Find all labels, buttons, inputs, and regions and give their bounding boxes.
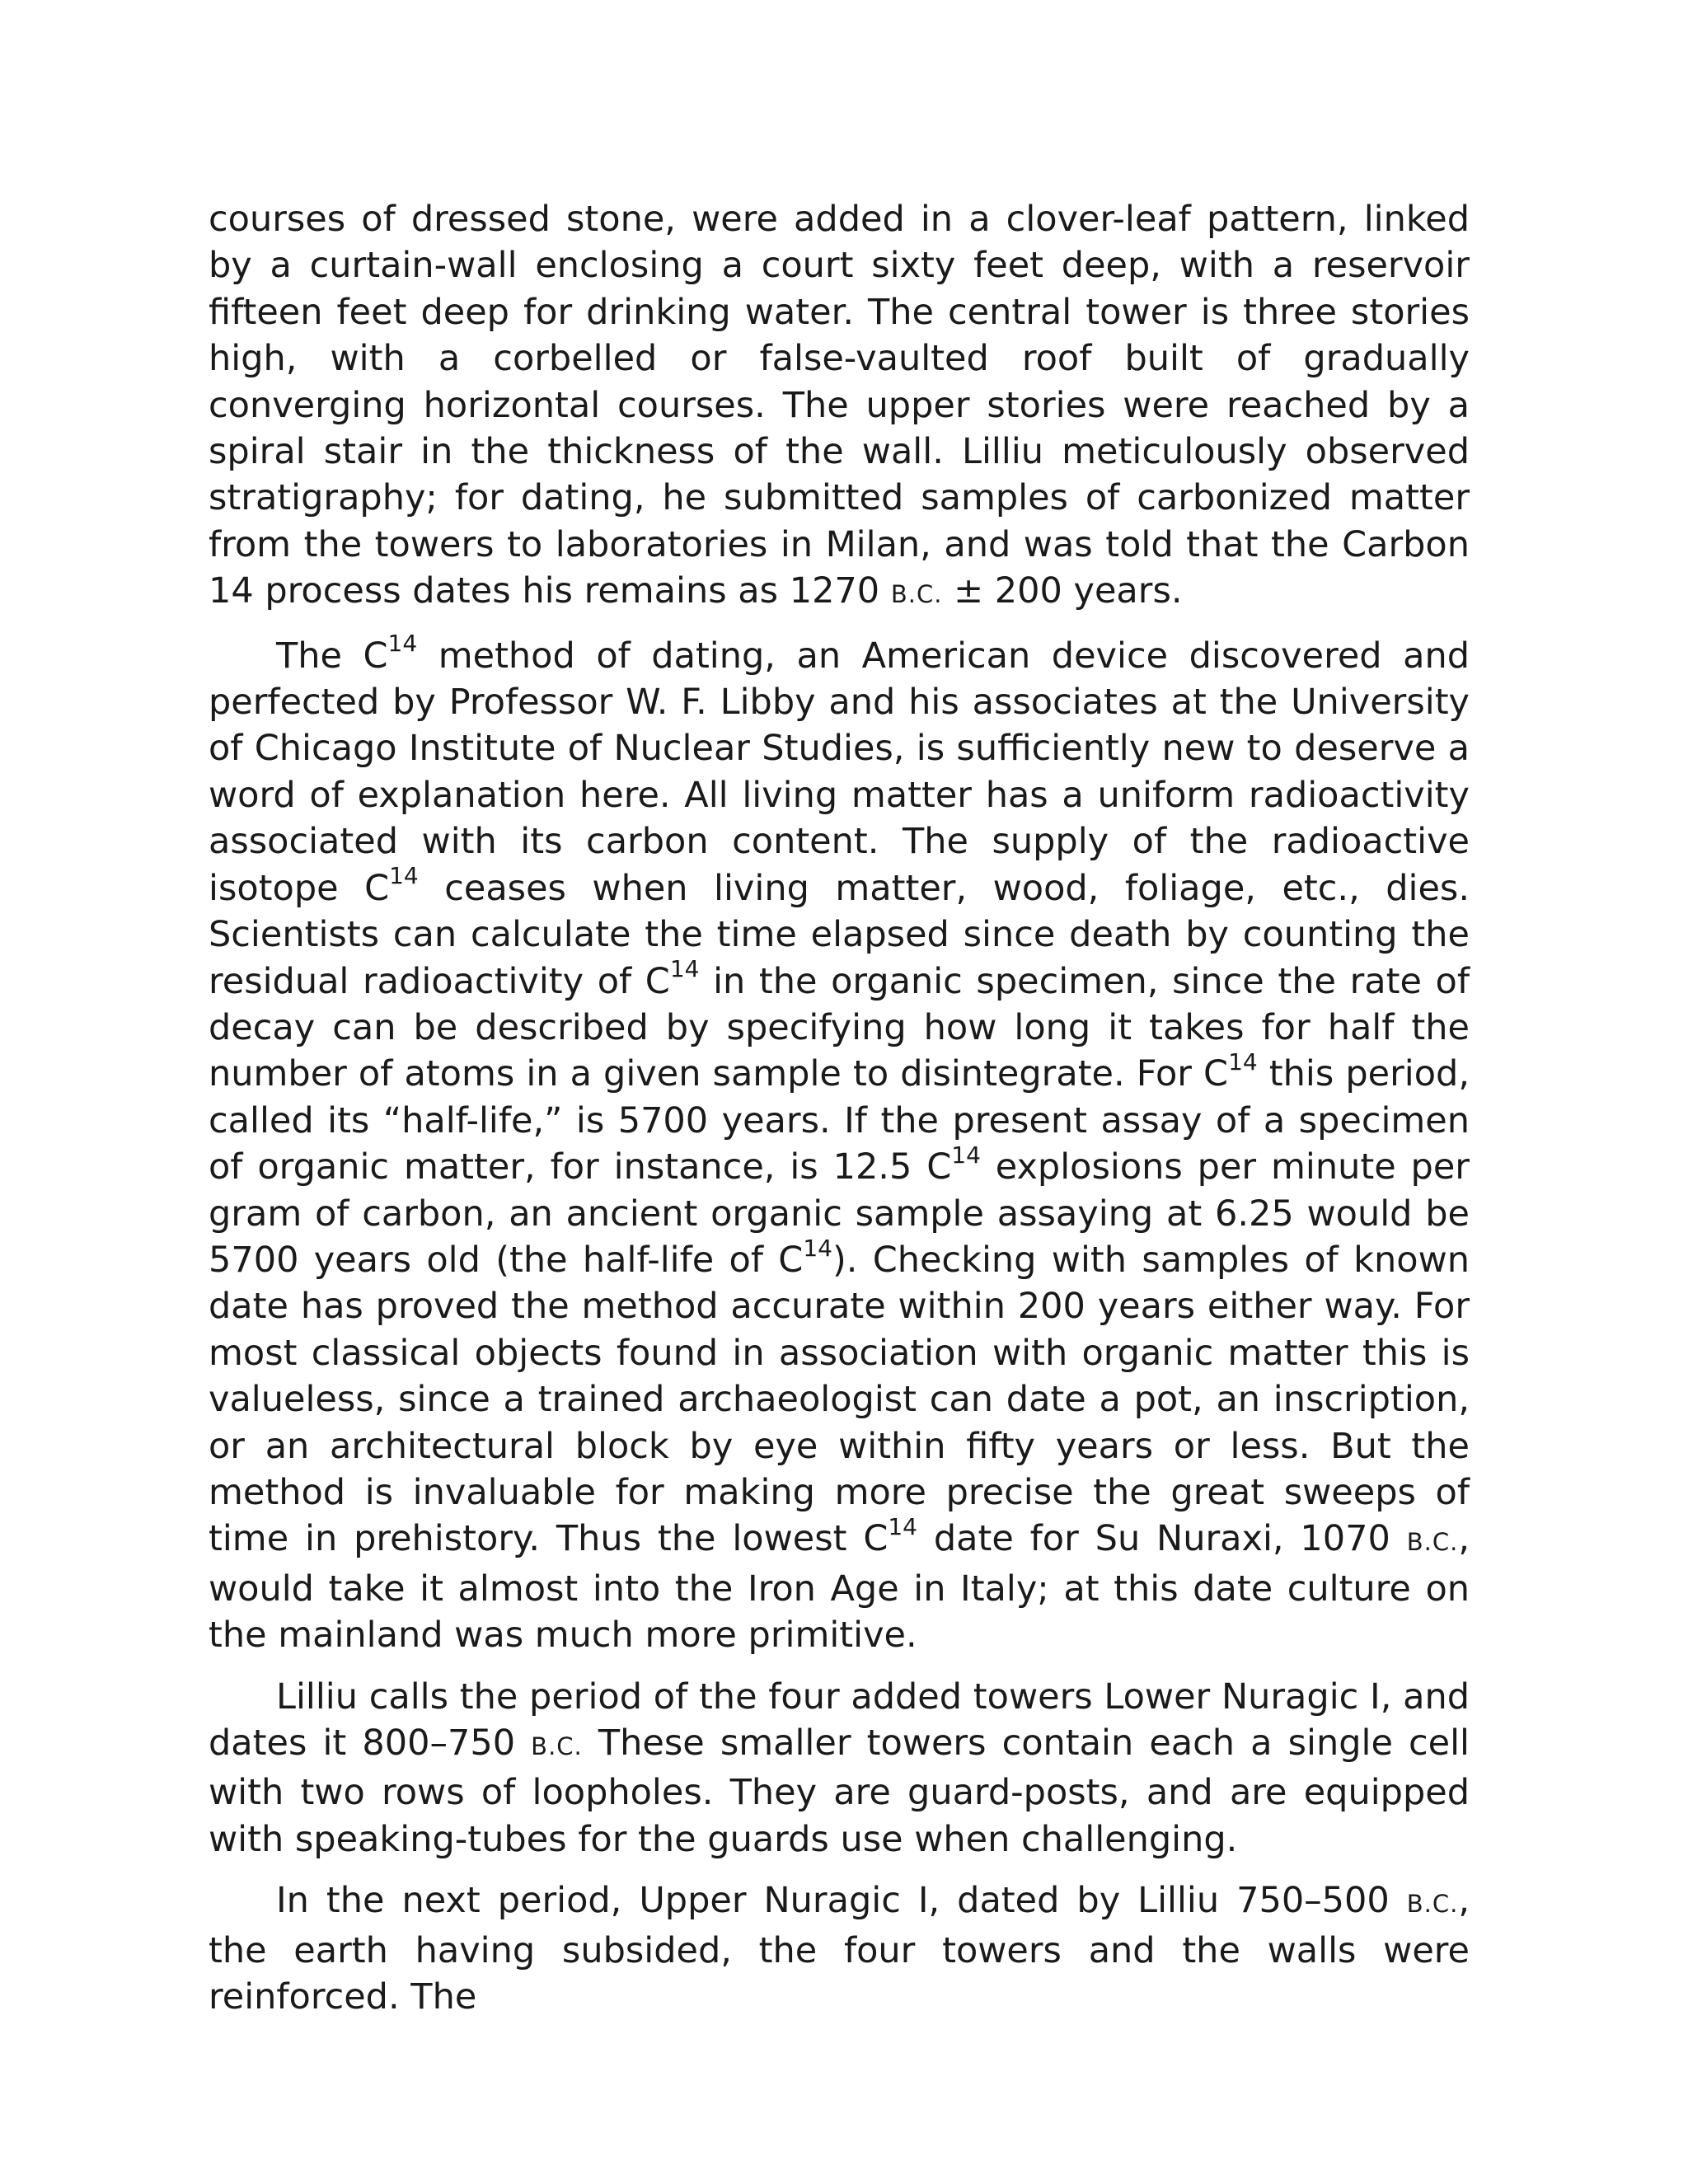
superscript: 14 bbox=[803, 1234, 832, 1262]
text-run: ). Checking with samples of known date has proved the method accurate within 200 years either way. For most classical objects found in association with organic matter this is valueless, since a trained archaeologist can date a pot, an inscription, or an architectural block by eye within fifty years or less. But the method is invaluable for making more precise the great sweeps of time in prehistory. Thus the lowest C bbox=[209, 1239, 1470, 1560]
text-run: in the organic specimen, since the rate of decay can be described by specifying how long it takes for half the number of atoms in a given sample to disintegrate. For C bbox=[209, 960, 1470, 1095]
superscript: 14 bbox=[669, 955, 700, 983]
text-run: , the earth having subsided, the four towers and the walls were reinforced. The bbox=[209, 1880, 1470, 2018]
text-run: Lilliu calls the period of the four added towers Lower Nuragic I, and dates it 800–750 bbox=[209, 1675, 1470, 1764]
small-caps-abbrev: B.C. bbox=[531, 1732, 583, 1760]
text-run: method of dating, an American device discovered and perfected by Professor W. F. Libby and his associates at the University of Chicago Institute of Nuclear Studies, is sufficiently new to deserve a word of explanation here. All living matter has a uniform radioactivity associated with its carbon content. The supply of the radioactive isotope C bbox=[209, 635, 1470, 909]
text-run: ceases when living matter, wood, foliage, etc., dies. Scientists can calculate the time elapsed since death by counting the residual radioactivity of C bbox=[209, 867, 1470, 1002]
text-run: explosions per minute per gram of carbon, an ancient organic sample assaying at 6.25 would be 5700 years old (the half-life of C bbox=[209, 1146, 1470, 1281]
text-run: this period, called its “half-life,” is 5700 years. If the present assay of a specimen of organic matter, for instance, is 12.5 C bbox=[209, 1053, 1470, 1188]
superscript: 14 bbox=[951, 1141, 981, 1169]
text-run: The C bbox=[276, 635, 388, 677]
superscript: 14 bbox=[387, 630, 418, 658]
paragraph bbox=[209, 196, 1470, 618]
small-caps-abbrev: B.C. bbox=[1406, 1528, 1459, 1557]
text-run: These smaller towers contain each a single cell with two rows of loopholes. They are guard-posts, and are equipped with speaking-tubes for the guards use when challenging. bbox=[209, 1722, 1470, 1860]
small-caps-abbrev: B.C. bbox=[1406, 1890, 1459, 1919]
paragraph bbox=[209, 1674, 1470, 1863]
text-run: , would take it almost into the Iron Age in Italy; at this date culture on the mainland was much more primitive. bbox=[209, 1518, 1470, 1657]
small-caps-abbrev: B.C. bbox=[890, 580, 943, 609]
paragraph bbox=[209, 1877, 1470, 2020]
text-run: In the next period, Upper Nuragic I, dated by Lilliu 750–500 bbox=[276, 1880, 1407, 1922]
superscript: 14 bbox=[1228, 1047, 1258, 1076]
body-text bbox=[209, 196, 1470, 2020]
paragraph bbox=[209, 630, 1470, 1659]
superscript: 14 bbox=[888, 1513, 917, 1541]
text-run: courses of dressed stone, were added in a clover-leaf pattern, linked by a curtain-wall enclosing a court sixty feet deep, with a reservoir fifteen feet deep for drinking water. The central tower is three stories high, with a corbelled or false-vaulted roof built of gradually converging horizontal courses. The upper stories were reached by a spiral stair in the thickness of the wall. Lilliu meticulously observed stratigraphy; for dating, he submitted samples of carbonized matter from the towers to laboratories in Milan, and was told that the Carbon 14 process dates his remains as 1270 bbox=[209, 199, 1470, 612]
text-run: ± 200 years. bbox=[942, 570, 1183, 612]
superscript: 14 bbox=[389, 862, 419, 890]
text-run: date for Su Nuraxi, 1070 bbox=[917, 1518, 1407, 1560]
